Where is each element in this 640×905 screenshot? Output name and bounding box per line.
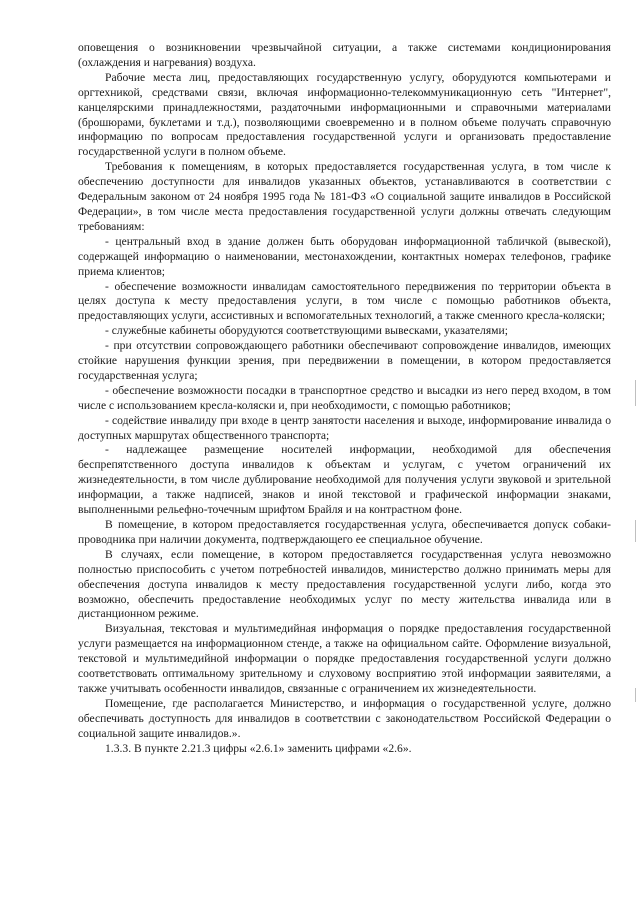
paragraph-guide-dog: В помещение, в котором предоставляется государственная услуга, обеспечивается допуск собаки-проводника при наличии документа, подтверждающего ее специальное обучение. — [78, 518, 611, 546]
paragraph-ministry-premises: Помещение, где располагается Министерство, и информация о государственной услуге, должно обеспечивать доступность для инвалидов в соответствии с законодательством Российской Федерации о социальной защите инвалидов.». — [78, 696, 611, 740]
list-item-entrance-sign: - центральный вход в здание должен быть оборудован информационной табличкой (вывеской), содержащей информацию о наименовании, местонахождении, контактных номерах телефонов, графике приема клиентов; — [78, 234, 611, 278]
list-item-independent-movement: - обеспечение возможности инвалидам самостоятельного передвижения по территории объекта в целях доступа к месту предоставления услуги, в том числе с помощью работников объекта, предоставляющих услуги, ассистивных и вспомогательных технологий, а также сменного кресла-коляски; — [78, 279, 611, 323]
list-item-vehicle-boarding: - обеспечение возможности посадки в транспортное средство и высадки из него перед входом, в том числе с использованием кресла-коляски и, при необходимости, с помощью работников; — [78, 383, 611, 412]
scan-margin-mark — [635, 688, 636, 702]
list-item-information-placement: - надлежащее размещение носителей информации, необходимой для обеспечения беспрепятственного доступа инвалидов к объектам и услугам, с учетом ограничений их жизнедеятельности, в том числе дублирование необходимой для получения услуги звуковой и зрительной информации, а также надписей, знаков и иной текстовой и графической информации знаками, выполненными рельефно-точечным шрифтом Брайля и на контрастном фоне. — [78, 443, 611, 517]
paragraph-visual-information: Визуальная, текстовая и мультимедийная информация о порядке предоставления государственной услуги размещается на информационном стенде, а также на официальном сайте. Оформление визуальной, текстовой и мультимедийной информации о порядке предоставления государственной услуги должно соответствовать оптимальному зрительному и слуховому восприятию этой информации заявителями, а также учитывать особенности инвалидов, связанные с ограничением их жизнедеятельности. — [78, 622, 611, 695]
paragraph-workplaces: Рабочие места лиц, предоставляющих государственную услугу, оборудуются компьютерами и оргтехникой, средствами связи, включая информационно-телекоммуникационную сеть "Интернет", канцелярскими принадлежностями, раздаточными информационными и справочными материалами (брошюрами, буклетами и т.д.), позволяющими своевременно и в полном объеме получать справочную информацию по вопросам предоставления государственной услуги и организовать предоставление государственной услуги в полном объеме. — [78, 70, 611, 159]
paragraph-amendment-1-3-3: 1.3.3. В пункте 2.21.3 цифры «2.6.1» заменить цифрами «2.6». — [105, 741, 412, 755]
scan-margin-mark — [635, 380, 636, 406]
scan-margin-mark — [635, 520, 636, 542]
list-item-escort: - при отсутствии сопровождающего работники обеспечивают сопровождение инвалидов, имеющих стойкие нарушения функции зрения, при передвижении в помещении, в котором предоставляется государственная услуга; — [78, 339, 611, 382]
paragraph-adaptation-measures: В случаях, если помещение, в котором предоставляется государственная услуга невозможно полностью приспособить с учетом потребностей инвалидов, министерство должно принимать меры для обеспечения доступа инвалидов к месту предоставления государственной услуги либо, когда это возможно, обеспечить предоставление необходимых услуг по месту жительства инвалида или в дистанционном режиме. — [78, 547, 611, 621]
paragraph-alert-systems: оповещения о возникновении чрезвычайной ситуации, а также системами кондиционирования (охлаждения и нагревания) воздуха. — [78, 41, 611, 69]
list-item-office-signs: - служебные кабинеты оборудуются соответствующими вывесками, указателями; — [105, 324, 508, 338]
list-item-employment-center-assistance: - содействие инвалиду при входе в центр занятости населения и выходе, информирование инвалида о доступных маршрутах общественного транспорта; — [78, 413, 611, 442]
paragraph-premises-requirements: Требования к помещениям, в которых предоставляется государственная услуга, в том числе к обеспечению доступности для инвалидов указанных объектов, устанавливаются в соответствии с Федеральным законом от 24 ноября 1995 года № 181-ФЗ «О социальной защите инвалидов в Российской Федерации», в том числе места предоставления государственной услуги должны отвечать следующим требованиям: — [78, 160, 611, 233]
